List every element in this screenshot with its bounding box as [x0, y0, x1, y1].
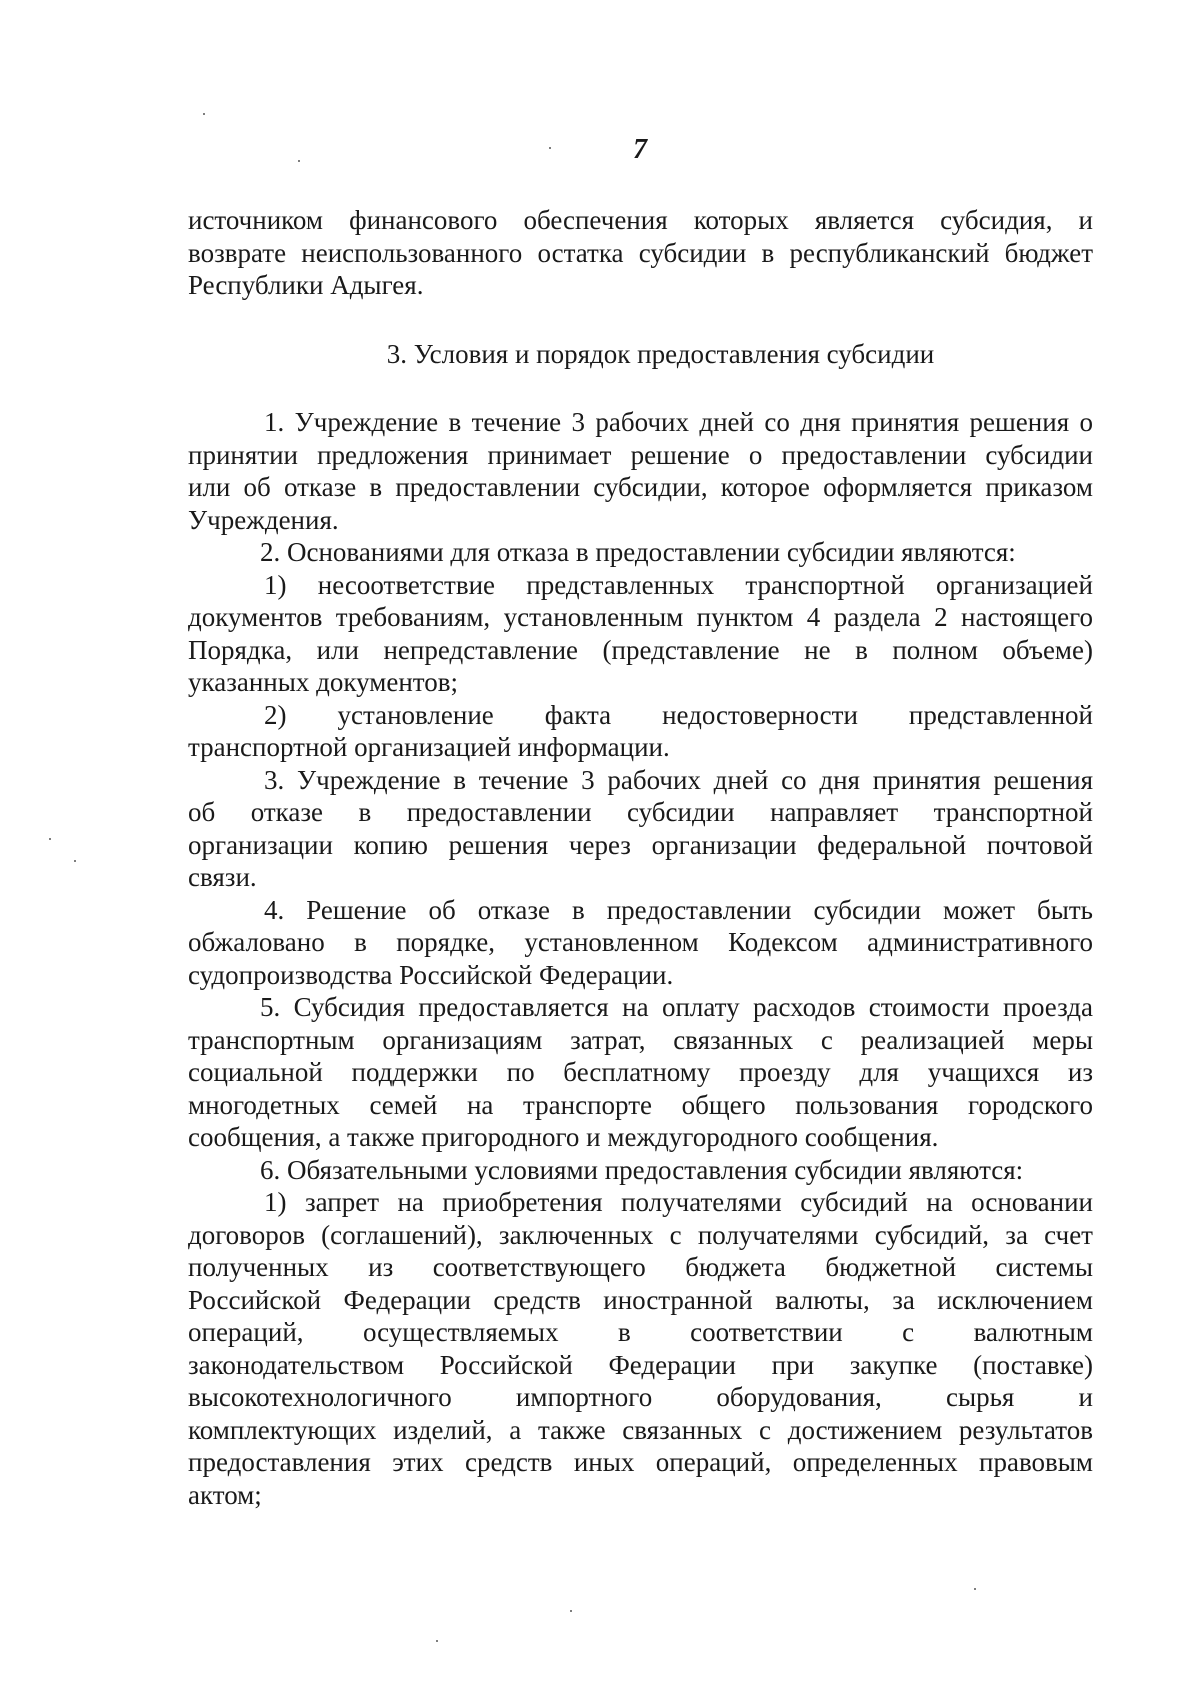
- section-title: 3. Условия и порядок предоставления субсидии: [386, 338, 935, 369]
- paragraph-2-line: 2. Основаниями для отказа в предоставлении субсидии являются:: [260, 537, 1016, 567]
- paragraph-1-line: или об отказе в предоставлении субсидии, которое оформляется приказом: [188, 472, 1093, 502]
- paragraph-6-line: 6. Обязательными условиями предоставления субсидии являются:: [260, 1154, 1024, 1185]
- paragraph-6-1-line: операций, осуществляемых в соответствии с валютным: [188, 1317, 1093, 1347]
- paragraph-6-1-line: 1) запрет на приобретения получателями субсидий на основании: [264, 1187, 1093, 1217]
- scan-speck: [570, 1610, 572, 1612]
- paragraph-5-line: транспортным организациям затрат, связанных с реализацией меры: [188, 1024, 1093, 1055]
- scan-speck: [436, 1640, 438, 1642]
- paragraph-6-1-line: Российской Федерации средств иностранной валюты, за исключением: [188, 1284, 1093, 1315]
- scan-speck: [49, 838, 51, 840]
- paragraph-6-1-line: высокотехнологичного импортного оборудования, сырья и: [188, 1382, 1093, 1412]
- paragraph-3-line: об отказе в предоставлении субсидии направляет транспортной: [188, 797, 1093, 827]
- paragraph-6-1-line: предоставления этих средств иных операций, определенных правовым: [188, 1447, 1093, 1477]
- paragraph-3-line: организации копию решения через организации федеральной почтовой: [188, 829, 1093, 860]
- paragraph-3-line: 3. Учреждение в течение 3 рабочих дней со дня принятия решения: [264, 764, 1093, 795]
- page-number: 7: [633, 134, 647, 165]
- paragraph-2-1-line: документов требованиям, установленным пунктом 4 раздела 2 настоящего: [188, 602, 1093, 632]
- scan-speck: [549, 147, 551, 149]
- intro-line: источником финансового обеспечения которых является субсидия, и: [188, 205, 1093, 235]
- scan-speck: [203, 113, 205, 115]
- paragraph-6-1-line: договоров (соглашений), заключенных с получателями субсидий, за счет: [188, 1219, 1093, 1250]
- paragraph-2-1-line: указанных документов;: [188, 667, 458, 697]
- paragraph-2-2-line: транспортной организацией информации.: [188, 732, 670, 762]
- paragraph-1-line: принятии предложения принимает решение о предоставлении субсидии: [188, 439, 1093, 470]
- paragraph-6-1-line: законодательством Российской Федерации при закупке (поставке): [188, 1349, 1093, 1380]
- scan-speck: [74, 860, 76, 862]
- paragraph-4-line: обжаловано в порядке, установленном Кодексом административного: [188, 927, 1093, 957]
- scan-speck: [974, 1588, 976, 1590]
- paragraph-4-line: 4. Решение об отказе в предоставлении субсидии может быть: [264, 894, 1093, 925]
- document-body: [188, 204, 1093, 1511]
- paragraph-5-line: 5. Субсидия предоставляется на оплату расходов стоимости проезда: [260, 992, 1093, 1022]
- paragraph-6-1-line: комплектующих изделий, а также связанных с достижением результатов: [188, 1414, 1093, 1445]
- paragraph-3-line: связи.: [188, 862, 257, 892]
- paragraph-5-line: сообщения, а также пригородного и междугородного сообщения.: [188, 1122, 939, 1152]
- paragraph-2-1-line: Порядка, или непредставление (представление не в полном объеме): [188, 634, 1093, 665]
- paragraph-6-1-line: актом;: [188, 1479, 262, 1510]
- paragraph-2-2-line: 2) установление факта недостоверности представленной: [264, 699, 1093, 730]
- paragraph-5-line: многодетных семей на транспорте общего пользования городского: [188, 1089, 1093, 1120]
- paragraph-2-1-line: 1) несоответствие представленных транспортной организацией: [264, 569, 1093, 600]
- paragraph-6-1-line: полученных из соответствующего бюджета бюджетной системы: [188, 1252, 1093, 1282]
- paragraph-5-line: социальной поддержки по бесплатному проезду для учащихся из: [188, 1057, 1093, 1087]
- intro-line: Республики Адыгея.: [188, 270, 424, 300]
- paragraph-1-line: 1. Учреждение в течение 3 рабочих дней со дня принятия решения о: [264, 407, 1093, 437]
- scan-speck: [298, 160, 300, 162]
- intro-line: возврате неиспользованного остатка субсидии в республиканский бюджет: [188, 237, 1093, 268]
- paragraph-1-line: Учреждения.: [188, 504, 339, 535]
- paragraph-4-line: судопроизводства Российской Федерации.: [188, 959, 674, 990]
